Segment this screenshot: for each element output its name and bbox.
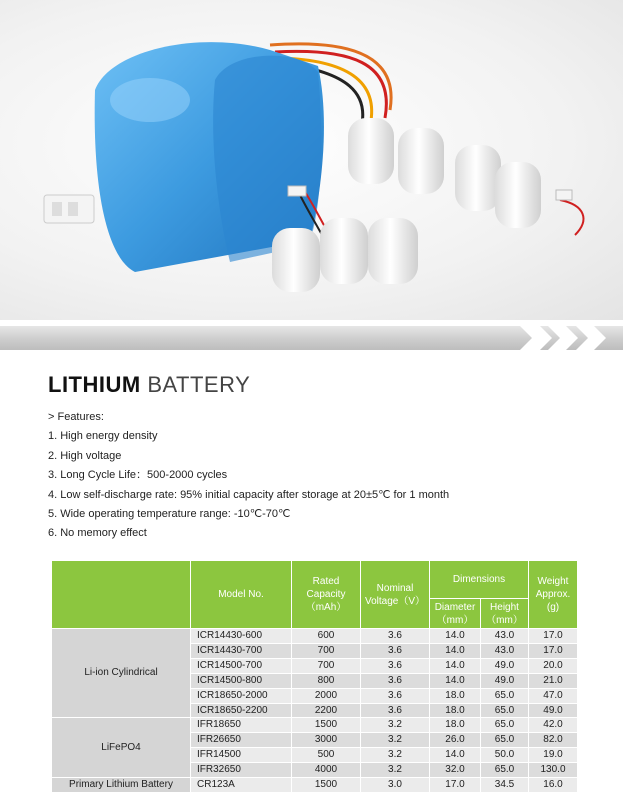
cell-weight: 17.0 bbox=[529, 629, 578, 644]
cell-voltage: 3.6 bbox=[361, 643, 430, 658]
cell-weight: 82.0 bbox=[529, 733, 578, 748]
section-divider-band bbox=[0, 318, 623, 358]
cell-diameter: 17.0 bbox=[430, 778, 481, 793]
group-label: Primary Lithium Battery bbox=[52, 778, 191, 793]
header-group-blank bbox=[52, 561, 191, 629]
cell-capacity: 1500 bbox=[292, 718, 361, 733]
cell-height: 65.0 bbox=[481, 703, 529, 718]
table-row bbox=[52, 718, 578, 733]
cell-model: ICR14500-800 bbox=[191, 673, 292, 688]
cell-height: 65.0 bbox=[481, 733, 529, 748]
table-row bbox=[52, 778, 578, 793]
cell-weight: 17.0 bbox=[529, 643, 578, 658]
cell-diameter: 18.0 bbox=[430, 718, 481, 733]
cell-diameter: 14.0 bbox=[430, 748, 481, 763]
cell-voltage: 3.6 bbox=[361, 703, 430, 718]
cell-voltage: 3.0 bbox=[361, 778, 430, 793]
feature-item: 5. Wide operating temperature range: -10℃-70℃ bbox=[48, 507, 291, 520]
cell-capacity: 600 bbox=[292, 629, 361, 644]
feature-item: 4. Low self-discharge rate: 95% initial capacity after storage at 20±5℃ for 1 month bbox=[48, 488, 450, 501]
feature-item: 6. No memory effect bbox=[48, 527, 147, 540]
cell-model: ICR18650-2000 bbox=[191, 688, 292, 703]
cell-diameter: 14.0 bbox=[430, 643, 481, 658]
cell-diameter: 18.0 bbox=[430, 688, 481, 703]
cell-weight: 130.0 bbox=[529, 763, 578, 778]
cell-voltage: 3.2 bbox=[361, 718, 430, 733]
cell-weight: 42.0 bbox=[529, 718, 578, 733]
cell-voltage: 3.6 bbox=[361, 688, 430, 703]
cell-voltage: 3.2 bbox=[361, 748, 430, 763]
cell-voltage: 3.6 bbox=[361, 629, 430, 644]
cell-diameter: 14.0 bbox=[430, 673, 481, 688]
group-label: LiFePO4 bbox=[52, 718, 191, 778]
cell-voltage: 3.6 bbox=[361, 658, 430, 673]
cell-model: CR123A bbox=[191, 778, 292, 793]
spec-table bbox=[51, 560, 578, 793]
cell-height: 65.0 bbox=[481, 763, 529, 778]
feature-item: 3. Long Cycle Life：500-2000 cycles bbox=[48, 469, 228, 482]
header-dimensions: Dimensions bbox=[430, 561, 529, 599]
cell-weight: 47.0 bbox=[529, 688, 578, 703]
cell-capacity: 500 bbox=[292, 748, 361, 763]
cell-height: 43.0 bbox=[481, 643, 529, 658]
product-photo bbox=[0, 0, 623, 320]
feature-item: > Features: bbox=[48, 411, 104, 423]
cell-voltage: 3.2 bbox=[361, 763, 430, 778]
cell-capacity: 800 bbox=[292, 673, 361, 688]
cell-weight: 16.0 bbox=[529, 778, 578, 793]
header-model: Model No. bbox=[191, 561, 292, 629]
cell-height: 49.0 bbox=[481, 673, 529, 688]
cell-capacity: 3000 bbox=[292, 733, 361, 748]
cell-model: ICR14500-700 bbox=[191, 658, 292, 673]
page-title bbox=[48, 372, 250, 398]
title-normal: BATTERY bbox=[147, 372, 251, 397]
cell-capacity: 4000 bbox=[292, 763, 361, 778]
cell-capacity: 700 bbox=[292, 658, 361, 673]
cell-height: 65.0 bbox=[481, 718, 529, 733]
cell-height: 34.5 bbox=[481, 778, 529, 793]
cell-diameter: 14.0 bbox=[430, 629, 481, 644]
cell-weight: 20.0 bbox=[529, 658, 578, 673]
cell-model: IFR26650 bbox=[191, 733, 292, 748]
cell-diameter: 14.0 bbox=[430, 658, 481, 673]
cell-model: ICR14430-700 bbox=[191, 643, 292, 658]
cell-weight: 49.0 bbox=[529, 703, 578, 718]
cell-model: IFR18650 bbox=[191, 718, 292, 733]
cell-weight: 19.0 bbox=[529, 748, 578, 763]
cell-model: ICR18650-2200 bbox=[191, 703, 292, 718]
header-diameter: Diameter （mm） bbox=[430, 599, 481, 629]
cell-model: IFR32650 bbox=[191, 763, 292, 778]
feature-item: 1. High energy density bbox=[48, 430, 158, 443]
group-label: Li-ion Cylindrical bbox=[52, 629, 191, 718]
cell-weight: 21.0 bbox=[529, 673, 578, 688]
cell-model: IFR14500 bbox=[191, 748, 292, 763]
header-capacity: Rated Capacity （mAh） bbox=[292, 561, 361, 629]
header-weight: Weight Approx. (g) bbox=[529, 561, 578, 629]
cell-height: 49.0 bbox=[481, 658, 529, 673]
header-voltage: Nominal Voltage（V） bbox=[361, 561, 430, 629]
cell-diameter: 18.0 bbox=[430, 703, 481, 718]
cell-voltage: 3.6 bbox=[361, 673, 430, 688]
cell-capacity: 2000 bbox=[292, 688, 361, 703]
cell-capacity: 700 bbox=[292, 643, 361, 658]
cell-height: 43.0 bbox=[481, 629, 529, 644]
cell-voltage: 3.2 bbox=[361, 733, 430, 748]
table-row bbox=[52, 629, 578, 644]
header-height: Height （mm） bbox=[481, 599, 529, 629]
cell-diameter: 32.0 bbox=[430, 763, 481, 778]
features-list bbox=[48, 408, 608, 544]
title-bold: LITHIUM bbox=[48, 372, 141, 397]
cell-diameter: 26.0 bbox=[430, 733, 481, 748]
cell-height: 50.0 bbox=[481, 748, 529, 763]
cell-height: 65.0 bbox=[481, 688, 529, 703]
cell-capacity: 2200 bbox=[292, 703, 361, 718]
feature-item: 2. High voltage bbox=[48, 449, 122, 462]
cell-model: ICR14430-600 bbox=[191, 629, 292, 644]
cell-capacity: 1500 bbox=[292, 778, 361, 793]
